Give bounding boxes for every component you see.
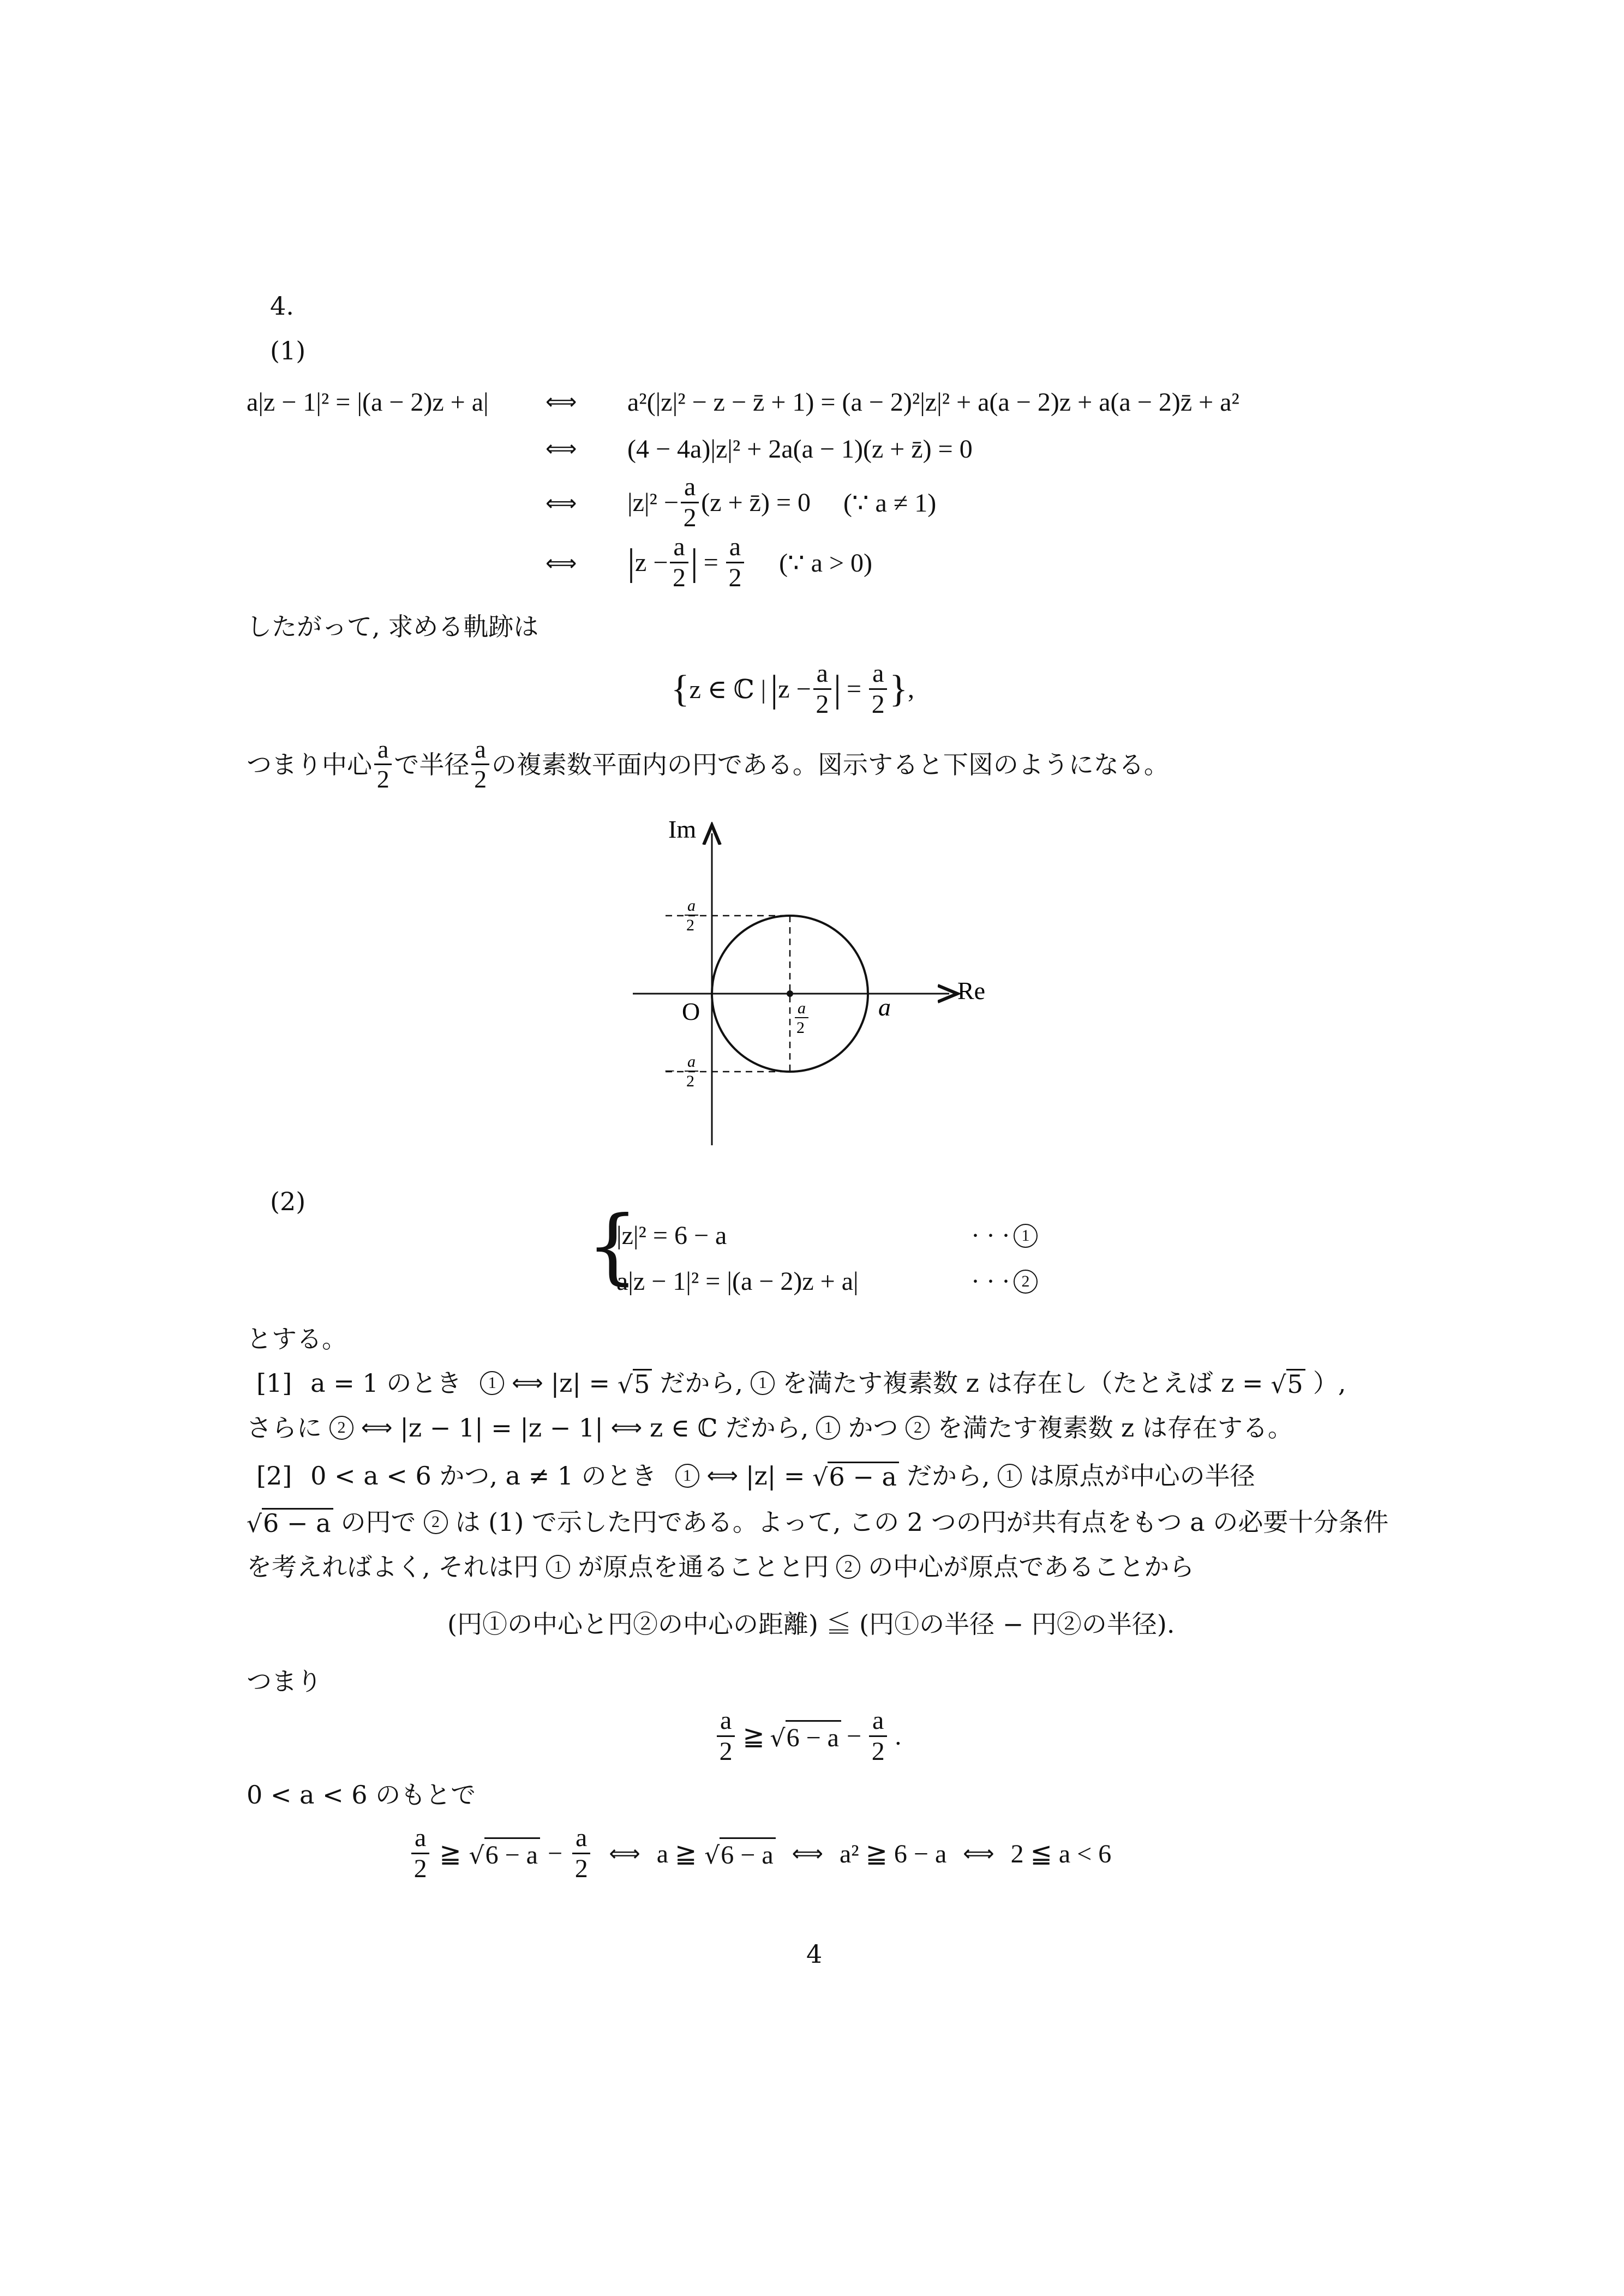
ineq1-frac2-den: 2: [871, 1737, 885, 1766]
case2-mark-a: 1: [675, 1464, 699, 1488]
tsumari-text: つまり: [247, 1667, 322, 1696]
system-tag2: [971, 1266, 1038, 1296]
locus-frac2-den: 2: [871, 690, 885, 719]
case1-l2-katsu: かつ: [848, 1413, 898, 1442]
center-pre: つまり中心: [247, 749, 372, 779]
ineq1-frac2-num: a: [869, 1707, 887, 1737]
im-label: Im: [668, 815, 697, 843]
rhs3-frac-den: 2: [683, 503, 697, 533]
center-post: の複素数平面内の円である。図示すると下図のようになる。: [491, 749, 1169, 779]
system-eq1: |z|² = 6 − a: [616, 1221, 727, 1250]
rhs4-frac-num: a: [670, 533, 688, 563]
locus-frac-den: 2: [816, 690, 829, 719]
eq1-lhs: a|z − 1|² = |(a − 2)z + a|: [247, 388, 489, 417]
eq1-rhs4: | z − $\frac{a}{2}$ | = $\frac{a}{2}$ (∵ a > 0): [627, 532, 872, 593]
case2-l3-end: の中心が原点であることから: [868, 1552, 1195, 1582]
center-mid: で半径: [394, 749, 470, 779]
ineq1-period: .: [895, 1722, 902, 1751]
locus-intro: したがって, 求める軌跡は: [247, 612, 539, 641]
case1-cond: a = 1 のとき: [310, 1368, 462, 1398]
ineq1-geq: ≧: [742, 1722, 765, 1751]
case1-mark-b: 1: [751, 1371, 775, 1395]
case1-after: を満たす複素数 z は存在し（たとえば z =: [782, 1368, 1263, 1398]
ineq1-sqrt: 6 − a: [786, 1720, 841, 1753]
case1-l2-end: を満たす複素数 z は存在する。: [937, 1413, 1293, 1442]
locus-set-zminus: z −: [778, 675, 811, 704]
final-result: 2 ≦ a < 6: [1010, 1839, 1112, 1868]
case2-l3-pre: を考えればよく, それは円: [247, 1552, 539, 1582]
center-x-frac-num: a: [798, 999, 806, 1017]
rhs4-frac2-num: a: [726, 533, 744, 563]
case2-line2: √6 − a の円で 2 は (1) で示した円である。よって, この 2 つの円が共有点をもつ a の必要十分条件: [247, 1507, 1389, 1538]
case2-l3-mid: が原点を通ることと円: [578, 1552, 829, 1582]
case2-l1-end: は原点が中心の半径: [1029, 1461, 1255, 1490]
case1-l2-mid: |z − 1| = |z − 1|: [400, 1413, 603, 1442]
rhs4-eq: =: [703, 548, 718, 578]
case1-line2: [247, 1415, 1293, 1440]
part-2-label: (2): [270, 1187, 306, 1216]
tag2-dots: · · ·: [971, 1267, 1010, 1296]
case2-label: [2]: [256, 1461, 292, 1490]
system-brace: {: [586, 1199, 639, 1294]
case2-line1: [2] 0 < a < 6 かつ, a ≠ 1 のとき 1 ⟺ |z| = √6 − a だから, 1 は原点が中心の半径: [256, 1461, 1255, 1492]
top-frac-den: 2: [686, 916, 694, 934]
case2-l2-mark2: 2: [424, 1510, 448, 1534]
under-text: 0 < a < 6 のもとで: [247, 1780, 476, 1810]
center-frac-num: a: [374, 736, 392, 765]
final-sqrt2: 6 − a: [720, 1837, 775, 1870]
final-iff3: ⟺: [963, 1841, 994, 1866]
case2-abs: |z| =: [746, 1461, 805, 1490]
center-frac-den: 2: [376, 765, 389, 794]
page-number: 4: [806, 1939, 823, 1969]
bottom-frac-num: a: [687, 1053, 696, 1071]
final-a-geq: a ≧: [656, 1839, 697, 1868]
rhs4-frac2-den: 2: [728, 563, 742, 593]
locus-frac2-num: a: [869, 660, 887, 690]
ineq1: $\frac{a}{2}$ ≧ √6 − a − $\frac{a}{2}$ .: [715, 1707, 901, 1766]
case1-sqrt2: 5: [1286, 1369, 1305, 1397]
case2-l2-sqrt: 6 − a: [262, 1508, 333, 1536]
case1-l2-mark2b: 2: [906, 1416, 930, 1440]
ineq1-frac1-den: 2: [719, 1737, 733, 1766]
tosuru-text: とする。: [247, 1324, 347, 1354]
problem-number: 4.: [270, 291, 294, 321]
rhs3-pre: |z|² −: [627, 488, 679, 518]
tag1-dots: · · ·: [971, 1221, 1010, 1250]
bottom-frac-den: 2: [686, 1072, 694, 1090]
iff-2: ⟺: [546, 436, 577, 461]
radius-frac-den: 2: [474, 765, 487, 794]
re-label: Re: [957, 977, 986, 1005]
top-frac-num: a: [687, 897, 696, 915]
case2-iff: ⟺: [706, 1463, 739, 1488]
case1-l2-iff2: ⟺: [610, 1415, 643, 1440]
case1-line1: [1] a = 1 のとき 1 ⟺ |z| = √5 だから, 1 を満たす複素数 z は存在し（たとえば z = √5 ）,: [256, 1368, 1346, 1399]
case1-abs: |z| =: [550, 1368, 610, 1398]
system-eq2: a|z − 1|² = |(a − 2)z + a|: [616, 1267, 859, 1296]
case2-l3-mark2: 2: [836, 1555, 860, 1579]
iff-4: ⟺: [546, 551, 577, 576]
case1-mark-a: 1: [480, 1371, 504, 1395]
final-sqrt1: 6 − a: [484, 1837, 540, 1870]
final-frac1-den: 2: [414, 1854, 427, 1884]
locus-set-post: ,: [907, 675, 914, 704]
case2-mark-b: 1: [998, 1464, 1022, 1488]
case2-l2-mid: の円で: [340, 1507, 416, 1537]
radius-frac-num: a: [471, 736, 489, 765]
case1-l2-mark1: 1: [816, 1416, 840, 1440]
eq1-rhs2: (4 − 4a)|z|² + 2a(a − 1)(z + z̄) = 0: [627, 435, 973, 464]
ineq1-frac1-num: a: [717, 1707, 735, 1737]
case1-l2-mark2: 2: [329, 1416, 353, 1440]
distance-line: (円①の中心と円②の中心の距離) ≦ (円①の半径 − 円②の半径).: [447, 1609, 1175, 1639]
case1-label: [1]: [256, 1368, 292, 1398]
center-x-frac-den: 2: [796, 1019, 805, 1037]
case1-iff: ⟺: [512, 1371, 543, 1396]
locus-set-pre: z ∈ ℂ |: [689, 675, 766, 704]
locus-set-eq: =: [846, 675, 862, 704]
case2-l3-mark1: 1: [546, 1555, 570, 1579]
final-minus: −: [547, 1839, 563, 1868]
system-tag1: [971, 1221, 1038, 1251]
rhs4-pre: z −: [635, 548, 668, 578]
tag2-circled: 2: [1014, 1270, 1038, 1294]
iff-1: ⟺: [546, 389, 577, 414]
final-geq: ≧: [439, 1839, 462, 1868]
final-chain: $\frac{a}{2}$ ≧ √6 − a − $\frac{a}{2}$ ⟺ a ≧ √6 − a ⟺ a² ≧ 6 − a ⟺ 2 ≦ a < 6: [409, 1824, 1111, 1883]
case2-l2-end: は (1) で示した円である。よって, この 2 つの円が共有点をもつ a の必要十分条件: [455, 1507, 1389, 1537]
final-frac1-num: a: [411, 1824, 429, 1854]
center-dot: [787, 990, 793, 997]
center-radius-text: [247, 736, 1169, 793]
case2-line3: [247, 1552, 1195, 1582]
rhs4-cond: (∵ a > 0): [779, 548, 872, 578]
final-sq-ineq: a² ≧ 6 − a: [839, 1839, 947, 1868]
case1-close: ）,: [1313, 1368, 1346, 1398]
case2-mid: だから,: [906, 1461, 990, 1490]
origin-label: O: [682, 997, 700, 1025]
case1-l2-iff1: ⟺: [361, 1415, 393, 1440]
ineq1-minus: −: [846, 1722, 862, 1751]
eq1-rhs3: [627, 473, 936, 532]
part-1-label: (1): [270, 336, 306, 365]
locus-set: { z ∈ ℂ | | z − $\frac{a}{2}$ | = $\frac{a}{2}$ } ,: [671, 659, 914, 719]
eq1-rhs1: a²(|z|² − z − z̄ + 1) = (a − 2)²|z|² + a(a − 2)z + a(a − 2)z̄ + a²: [627, 388, 1239, 417]
tag1-circled: 1: [1014, 1224, 1038, 1248]
a-label: a: [878, 993, 891, 1021]
case1-l2-pre: さらに: [247, 1413, 322, 1442]
case1-l2-post: z ∈ ℂ だから,: [650, 1413, 809, 1442]
rhs4-frac-den: 2: [673, 563, 686, 593]
locus-frac-num: a: [813, 660, 831, 690]
rhs3-frac-num: a: [681, 473, 699, 503]
bottom-neg: −: [664, 1061, 675, 1081]
case1-mid: だから,: [660, 1368, 743, 1398]
rhs3-cond: (∵ a ≠ 1): [843, 488, 937, 518]
case2-cond: 0 < a < 6 かつ, a ≠ 1 のとき: [310, 1461, 657, 1490]
final-frac2-num: a: [572, 1824, 590, 1854]
final-frac2-den: 2: [574, 1854, 588, 1884]
case1-sqrt: 5: [633, 1369, 652, 1397]
final-iff1: ⟺: [609, 1841, 640, 1866]
circle-figure: [600, 807, 1047, 1156]
iff-3: ⟺: [546, 491, 577, 516]
final-iff2: ⟺: [792, 1841, 823, 1866]
case2-sqrt: 6 − a: [828, 1462, 898, 1489]
rhs3-post: (z + z̄) = 0: [701, 488, 811, 518]
